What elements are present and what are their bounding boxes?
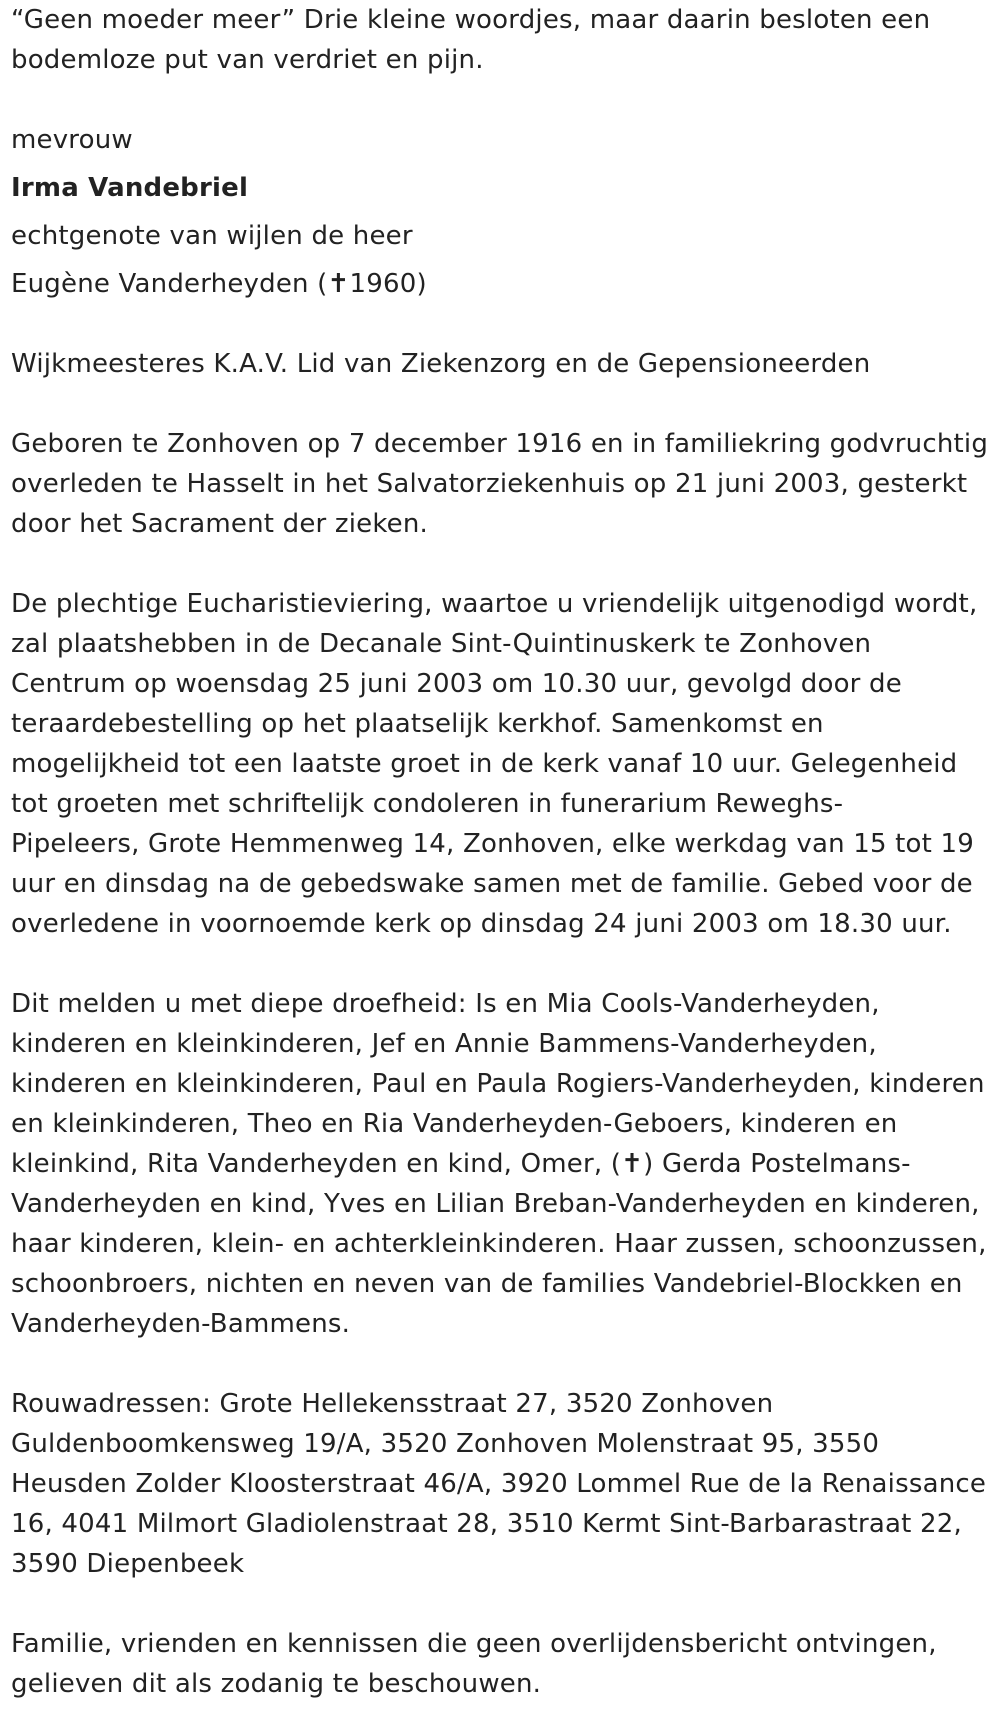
birth-death-paragraph [11, 424, 996, 544]
paragraph-line: uur en dinsdag na de gebedswake samen met de familie. Gebed voor de [11, 869, 973, 899]
spouse-name: Eugène Vanderheyden (✝1960) [11, 269, 427, 299]
spacer [11, 1584, 996, 1624]
paragraph-line: Familie, vrienden en kennissen die geen overlijdensbericht ontvingen, [11, 1629, 937, 1659]
paragraph-line: 16, 4041 Milmort Gladiolenstraat 28, 3510 Kermt Sint-Barbarastraat 22, [11, 1509, 962, 1539]
spacer [11, 80, 996, 120]
intro-quote [11, 0, 996, 80]
paragraph-line: kinderen en kleinkinderen, Jef en Annie Bammens-Vanderheyden, [11, 1029, 877, 1059]
spacer [11, 944, 996, 984]
spacer [11, 544, 996, 584]
family-paragraph [11, 984, 996, 1344]
paragraph-line: Vanderheyden en kind, Yves en Lilian Breban-Vanderheyden en kinderen, [11, 1189, 980, 1219]
paragraph-line: 3590 Diepenbeek [11, 1549, 245, 1579]
paragraph-line: door het Sacrament der zieken. [11, 509, 429, 539]
spouse-prefix: echtgenote van wijlen de heer [11, 221, 413, 251]
addresses-paragraph [11, 1384, 996, 1584]
paragraph-line: Dit melden u met diepe droefheid: Is en Mia Cools-Vanderheyden, [11, 989, 880, 1019]
membership-line: Wijkmeesteres K.A.V. Lid van Ziekenzorg en de Gepensioneerden [11, 349, 871, 379]
paragraph-line: haar kinderen, klein- en achterkleinkinderen. Haar zussen, schoonzussen, [11, 1229, 987, 1259]
paragraph-line: en kleinkinderen, Theo en Ria Vanderheyden-Geboers, kinderen en [11, 1109, 898, 1139]
obituary-document [11, 0, 996, 1704]
paragraph-line: kleinkind, Rita Vanderheyden en kind, Omer, (✝) Gerda Postelmans- [11, 1149, 911, 1179]
membership [11, 344, 996, 384]
paragraph-line: Vanderheyden-Bammens. [11, 1309, 351, 1339]
paragraph-line: schoonbroers, nichten en neven van de families Vandebriel-Blockken en [11, 1269, 963, 1299]
paragraph-line: tot groeten met schriftelijk condoleren in funerarium Reweghs- [11, 789, 844, 819]
paragraph-line: overleden te Hasselt in het Salvatorziekenhuis op 21 juni 2003, gesterkt [11, 469, 968, 499]
spacer [11, 1344, 996, 1384]
paragraph-line: gelieven dit als zodanig te beschouwen. [11, 1669, 542, 1699]
closing-paragraph [11, 1624, 996, 1704]
spacer [11, 384, 996, 424]
paragraph-line: teraardebestelling op het plaatselijk kerkhof. Samenkomst en [11, 709, 824, 739]
paragraph-line: Geboren te Zonhoven op 7 december 1916 en in familiekring godvruchtig [11, 429, 989, 459]
paragraph-line: kinderen en kleinkinderen, Paul en Paula Rogiers-Vanderheyden, kinderen [11, 1069, 985, 1099]
intro-line: “Geen moeder meer” Drie kleine woordjes, maar daarin besloten een [11, 5, 931, 35]
paragraph-line: mogelijkheid tot een laatste groet in de kerk vanaf 10 uur. Gelegenheid [11, 749, 958, 779]
intro-line: bodemloze put van verdriet en pijn. [11, 45, 484, 75]
paragraph-line: overledene in voornoemde kerk op dinsdag 24 juni 2003 om 18.30 uur. [11, 909, 952, 939]
deceased-block [11, 120, 996, 304]
paragraph-line: Heusden Zolder Kloosterstraat 46/A, 3920 Lommel Rue de la Renaissance [11, 1469, 987, 1499]
deceased-title: mevrouw [11, 125, 133, 155]
paragraph-line: Pipeleers, Grote Hemmenweg 14, Zonhoven, elke werkdag van 15 tot 19 [11, 829, 975, 859]
paragraph-line: zal plaatshebben in de Decanale Sint-Quintinuskerk te Zonhoven [11, 629, 872, 659]
paragraph-line: Guldenboomkensweg 19/A, 3520 Zonhoven Molenstraat 95, 3550 [11, 1429, 880, 1459]
paragraph-line: Rouwadressen: Grote Hellekensstraat 27, 3520 Zonhoven [11, 1389, 774, 1419]
paragraph-line: Centrum op woensdag 25 juni 2003 om 10.30 uur, gevolgd door de [11, 669, 902, 699]
ceremony-paragraph [11, 584, 996, 944]
spacer [11, 304, 996, 344]
paragraph-line: De plechtige Eucharistieviering, waartoe u vriendelijk uitgenodigd wordt, [11, 589, 978, 619]
deceased-name: Irma Vandebriel [11, 173, 249, 203]
